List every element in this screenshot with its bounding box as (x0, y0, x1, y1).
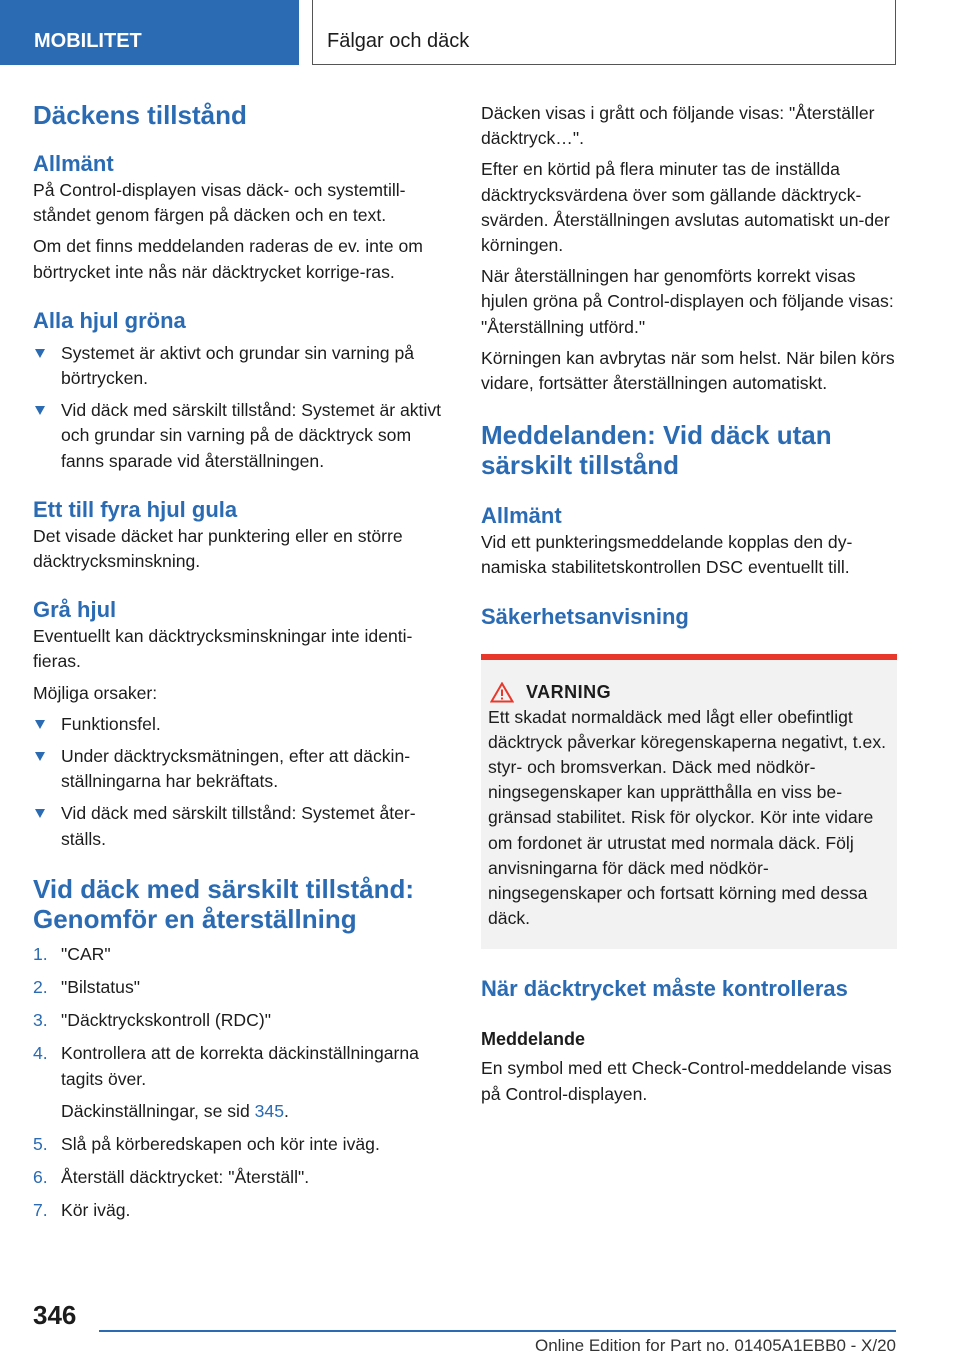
subheading-message: Meddelande (481, 1029, 586, 1050)
heading-messages-general: Allmänt (481, 503, 562, 529)
list-item: Funktionsfel. (33, 712, 449, 737)
bullet-triangle-icon (35, 752, 45, 761)
list-reset-steps (33, 942, 449, 1224)
list-item: Systemet är aktivt och grundar sin varning på börtrycken. (33, 341, 449, 391)
step-item: 1. "CAR" (33, 943, 111, 964)
header-chapter-label: Fälgar och däck (327, 30, 470, 52)
warning-text: Ett skadat normaldäck med lågt eller obefintligt däcktryck påverkar köregenskaperna negativt, t.ex. styr- och bromsverkan. Däck med nödkör-ningsegenskaper kan upprätthålla en viss be-gränsad stabilitet. Risk för olyckor. Kör inte vidare om fordonet är utrustat med normala däck. Följ anvisningarna för däck med nödkör-ningsegenskaper och fortsatt körning med dessa däck. (488, 706, 887, 929)
right-column (481, 101, 897, 1107)
list-item: Vid däck med särskilt tillstånd: Systemet åter-ställs. (33, 801, 449, 851)
step-item: 3. "Däcktryckskontroll (RDC)" (33, 1010, 271, 1031)
heading-safety: Säkerhetsanvisning (481, 603, 689, 629)
paragraph-general-2: Om det finns meddelanden raderas de ev. inte om börtrycket inte nås när däcktrycket korrige-ras. (33, 236, 423, 282)
paragraph-yellow: Det visade däcket har punktering eller en större däcktrycksminskning. (33, 525, 403, 572)
step-item: 7. Kör iväg. (33, 1200, 131, 1221)
heading-reset: Vid däck med särskilt tillstånd: Genomför en återställning (33, 873, 414, 934)
heading-check-pressure: När däcktrycket måste kontrolleras (481, 976, 848, 1002)
left-column (33, 100, 449, 1224)
paragraph-general-1: På Control-displayen visas däck- och systemtill-ståndet genom färgen på däcken och en text. (33, 180, 406, 226)
warning-title: VARNING (526, 681, 612, 702)
header-section-tab (0, 0, 299, 65)
page-number: 346 (33, 1300, 77, 1330)
page-reference-link[interactable]: 345 (254, 1100, 284, 1121)
footer-edition: Online Edition for Part no. 01405A1EBB0 - X/20 (534, 1336, 896, 1355)
heading-gray: Grå hjul (33, 597, 117, 623)
bullet-triangle-icon (35, 809, 45, 818)
bullet-triangle-icon (35, 349, 45, 358)
heading-all-green: Alla hjul gröna (33, 307, 186, 333)
header-section-label: MOBILITET (34, 30, 142, 52)
paragraph-reset-3: När återställningen har genomförts korrekt visas hjulen gröna på Control-displayen och följande visas: "Återställning utförd." (481, 266, 894, 337)
heading-messages: Meddelanden: Vid däck utan särskilt tillstånd (481, 420, 832, 481)
paragraph-gray-2: Möjliga orsaker: (33, 682, 158, 703)
bullet-triangle-icon (35, 720, 45, 729)
paragraph-gray-1: Eventuellt kan däcktrycksminskningar inte identi-fieras. (33, 626, 413, 672)
header-chapter-box (312, 0, 896, 65)
list-item: Vid däck med särskilt tillstånd: Systemet är aktivt och grundar sin varning på de däcktryck som fanns sparade vid återställningen. (33, 398, 449, 474)
bullet-triangle-icon (35, 406, 45, 415)
list-all-green (33, 341, 449, 474)
paragraph-reset-4: Körningen kan avbrytas när som helst. När bilen körs vidare, fortsätter återställningen automatiskt. (481, 347, 895, 394)
step-item: 2. "Bilstatus" (33, 977, 140, 998)
warning-header (490, 682, 887, 703)
heading-yellow: Ett till fyra hjul gula (33, 496, 238, 522)
paragraph-messages-general: Vid ett punkteringsmeddelande kopplas den dy-namiska stabilitetskontrollen DSC eventuellt till. (481, 532, 853, 578)
list-item: Under däcktrycksmätningen, efter att däckin-ställningarna har bekräftats. (33, 744, 449, 794)
section-title-tire-status: Däckens tillstånd (33, 100, 247, 130)
list-gray-causes (33, 712, 449, 852)
paragraph-reset-2: Efter en körtid på flera minuter tas de inställda däcktrycksvärdena över som gällande däcktryck-svärden. Återställningen avslutas automatiskt un-der körningen. (481, 159, 890, 256)
footer-divider (99, 1330, 896, 1332)
step-item: 4. Kontrollera att de korrekta däckinställningarna tagits över. Däckinställningar, se sid 345. (33, 1041, 449, 1124)
paragraph-check-pressure: En symbol med ett Check-Control-meddelande visas på Control-displayen. (481, 1058, 892, 1104)
step-item: 6. Återställ däcktrycket: "Återställ". (33, 1167, 310, 1188)
step-note: Däckinställningar, se sid 345. (61, 1100, 289, 1121)
warning-triangle-icon (490, 682, 514, 703)
heading-general: Allmänt (33, 151, 114, 176)
warning-box (481, 654, 897, 950)
paragraph-reset-1: Däcken visas i grått och följande visas: "Återställer däcktryck…". (481, 103, 875, 149)
step-item: 5. Slå på körberedskapen och kör inte iväg. (33, 1134, 380, 1155)
